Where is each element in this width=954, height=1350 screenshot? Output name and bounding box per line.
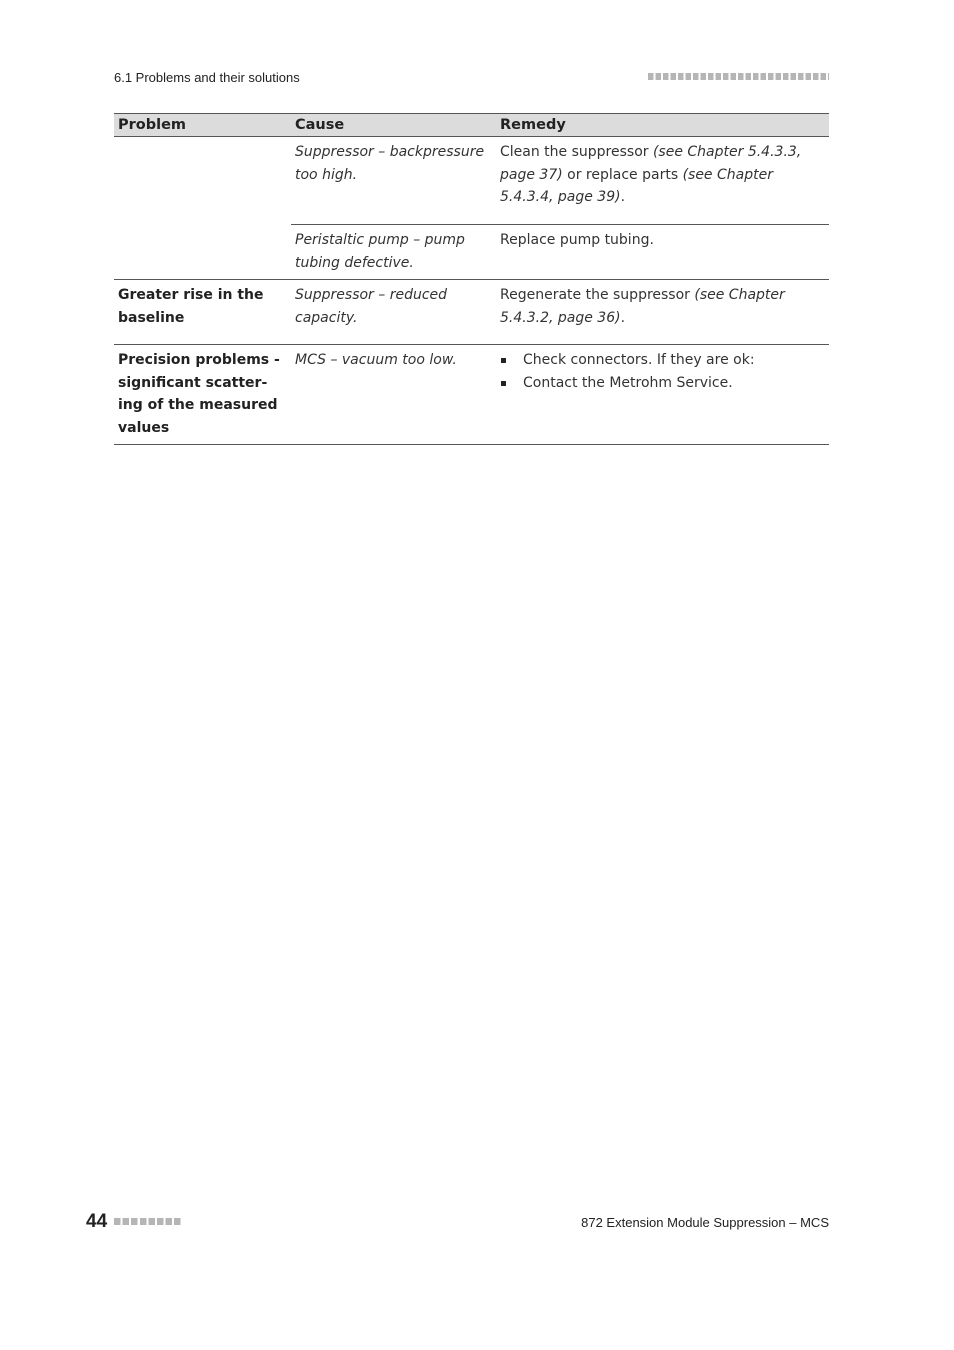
square-bullet-icon — [501, 358, 506, 363]
remedy-text: Clean the suppressor — [500, 144, 653, 160]
table-header-row — [114, 114, 829, 137]
table-row — [114, 345, 829, 445]
problem-cell: Precision problems - significant scatter-ing of the measured values — [114, 345, 291, 445]
running-header-section: 6.1 Problems and their solutions — [114, 70, 300, 85]
table-row — [114, 225, 829, 280]
cause-cell: MCS – vacuum too low. — [291, 345, 496, 445]
footer-decorative-squares — [114, 1218, 182, 1225]
chapter-reference: (see Chapter 5.4.3.3, page 37) — [500, 144, 802, 183]
remedy-cell — [496, 137, 829, 225]
remedy-text: or replace parts — [562, 166, 683, 183]
chapter-reference: (see Chapter 5.4.3.2, page 36) — [500, 287, 785, 326]
remedy-text: Regenerate the suppressor — [500, 287, 695, 303]
column-header-remedy: Remedy — [496, 114, 829, 137]
troubleshooting-table — [114, 113, 829, 445]
remedy-text: . — [620, 189, 626, 206]
square-bullet-icon — [501, 381, 506, 386]
chapter-reference: (see Chapter 5.4.3.4, page 39) — [500, 166, 773, 206]
header-decorative-squares — [648, 73, 829, 80]
page-number: 44 — [86, 1211, 108, 1232]
remedy-bullet-list — [500, 349, 825, 394]
cause-cell: Suppressor – reduced capacity. — [291, 280, 496, 345]
remedy-text: . — [620, 309, 626, 326]
column-header-cause: Cause — [291, 114, 496, 137]
column-header-problem: Problem — [114, 114, 291, 137]
remedy-cell — [496, 345, 829, 445]
cause-cell: Suppressor – backpressure too high. — [295, 144, 485, 183]
table-row — [114, 137, 829, 225]
table-row — [114, 280, 829, 345]
problem-cell — [114, 137, 291, 225]
cause-cell: Peristaltic pump – pump tubing defective. — [291, 225, 496, 280]
list-item-text: Contact the Metrohm Service. — [523, 374, 733, 391]
problem-cell — [114, 225, 291, 280]
list-item — [500, 372, 825, 395]
remedy-text: Replace pump tubing. — [500, 232, 654, 248]
list-item-text: Check connectors. If they are ok: — [523, 352, 755, 368]
list-item — [500, 349, 825, 372]
remedy-cell — [496, 225, 829, 280]
document-title: 872 Extension Module Suppression – MCS — [581, 1215, 829, 1230]
remedy-cell — [496, 280, 829, 345]
problem-cell: Greater rise in the baseline — [114, 280, 291, 345]
